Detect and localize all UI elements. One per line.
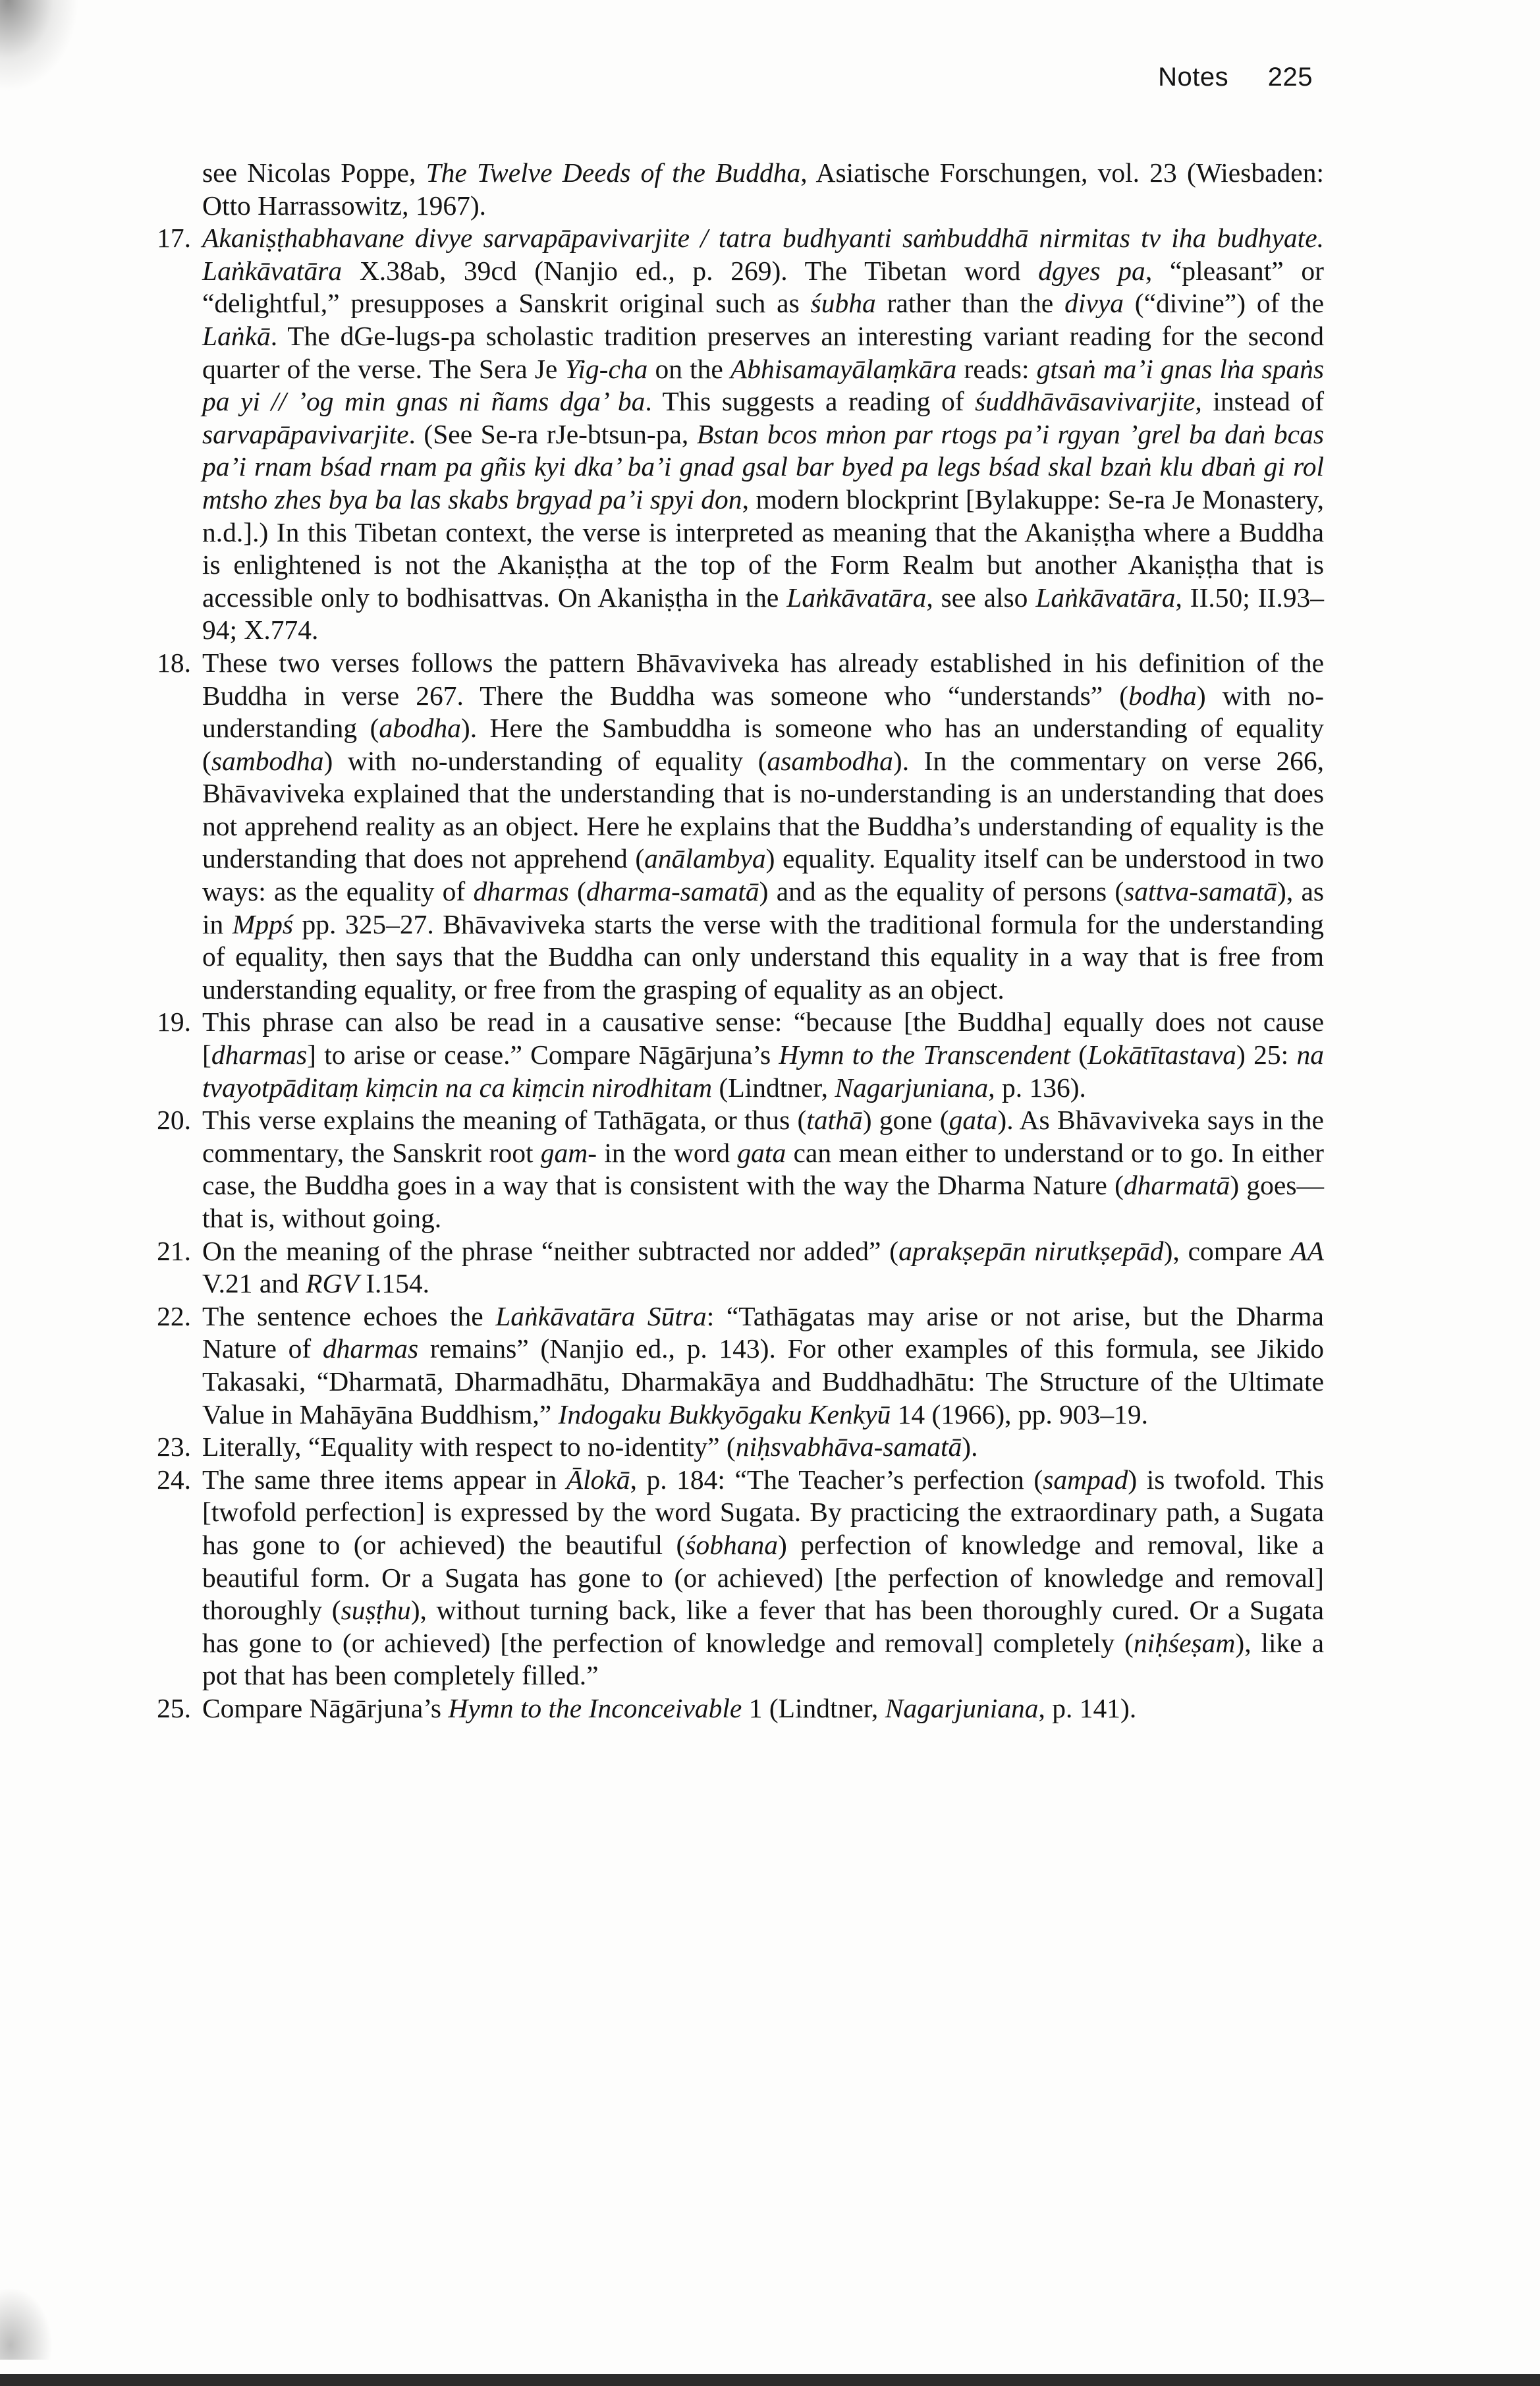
endnote-text: Compare Nāgārjuna’s Hymn to the Inconceivable 1 (Lindtner, Nagarjuniana, p. 141). [202,1692,1137,1723]
endnote [145,1235,1324,1300]
endnote-text: Literally, “Equality with respect to no-identity” (niḥsvabhāva-samatā). [202,1431,978,1462]
endnote-text: This verse explains the meaning of Tathāgata, or thus (tathā) gone (gata). As Bhāvaviveka says in the commentary, the Sanskrit root gam- in the word gata can mean either to understand or to go. In either case, the Buddha goes in a way that is consistent with the way the Dharma Nature (dharmatā) goes—that is, without going. [202,1105,1325,1233]
endnotes-list [145,157,1324,1725]
endnote-text: Akaniṣṭhabhavane divye sarvapāpavivarjite / tatra budhyanti saṁbuddhā nirmitas tv iha budhyate. Laṅkāvatāra X.38ab, 39cd (Nanjio ed., p. 269). The Tibetan word dgyes pa, “pleasant” or “delightful,” presupposes a Sanskrit original such as śubha rather than the divya (“divine”) of the Laṅkā. The dGe-lugs-pa scholastic tradition preserves an interesting variant reading for the second quarter of the verse. The Sera Je Yig-cha on the Abhisamayālaṃkāra reads: gtsaṅ ma’i gnas lṅa spaṅs pa yi // ’og min gnas ni ñams dga’ ba. This suggests a reading of śuddhāvāsavivarjite, instead of sarvapāpavivarjite. (See Se-ra rJe-btsun-pa, Bstan bcos mṅon par rtogs pa’i rgyan ’grel ba daṅ bcas pa’i rnam bśad rnam pa gñis kyi dka’ ba’i gnad gsal bar byed pa legs bśad skal bzaṅ klu dbaṅ gi rol mtsho zhes bya ba las skabs brgyad pa’i spyi don, modern blockprint [Bylakuppe: Se-ra Je Monastery, n.d.].) In this Tibetan context, the verse is interpreted as meaning that the Akaniṣṭha where a Buddha is enlightened is not the Akaniṣṭha at the top of the Form Realm but another Akaniṣṭha that is accessible only to bodhisattvas. On Akaniṣṭha in the Laṅkāvatāra, see also Laṅkāvatāra, II.50; II.93–94; X.774. [202,223,1325,646]
endnote [145,1464,1324,1692]
endnote [145,157,1324,222]
endnote [145,1006,1324,1104]
endnote-number: 20. [157,1105,191,1136]
endnote [145,1431,1324,1464]
endnote [145,1104,1324,1235]
running-head [1158,63,1313,92]
endnote [145,647,1324,1007]
endnote-text: On the meaning of the phrase “neither subtracted nor added” (aprakṣepān nirutkṣepād), compare AA V.21 and RGV I.154. [202,1235,1324,1299]
scan-bottom-edge [0,2374,1540,2386]
endnote-number: 24. [157,1464,191,1495]
endnote-number: 17. [157,223,191,254]
endnote-number: 21. [157,1235,191,1266]
scan-edge-shadow [0,2287,53,2360]
endnote-number: 22. [157,1300,191,1331]
page-number: 225 [1267,63,1313,92]
section-title: Notes [1158,63,1229,92]
endnote-number: 19. [157,1007,191,1038]
endnote-text: The same three items appear in Ālokā, p. 184: “The Teacher’s perfection (sampad) is twofold. This [twofold perfection] is expressed by the word Sugata. By practicing the extraordinary path, a Sugata has gone to (or achieved) the beautiful (śobhana) perfection of knowledge and removal, like a beautiful form. Or a Sugata has gone to (or achieved) [the perfection of knowledge and removal] thoroughly (suṣṭhu), without turning back, like a fever that has been thoroughly cured. Or a Sugata has gone to (or achieved) [the perfection of knowledge and removal] completely (niḥśeṣam), like a pot that has been completely filled.” [202,1464,1324,1691]
endnote [145,1692,1324,1725]
endnote-text: The sentence echoes the Laṅkāvatāra Sūtra: “Tathāgatas may arise or not arise, but the Dharma Nature of dharmas remains” (Nanjio ed., p. 143). For other examples of this formula, see Jikido Takasaki, “Dharmatā, Dharmadhātu, Dharmakāya and Buddhadhātu: The Structure of the Ultimate Value in Mahāyāna Buddhism,” Indogaku Bukkyōgaku Kenkyū 14 (1966), pp. 903–19. [202,1300,1324,1429]
endnote [145,1300,1324,1431]
endnote-number: 23. [157,1431,191,1462]
endnote [145,222,1324,647]
endnote-text: These two verses follows the pattern Bhāvaviveka has already established in his definition of the Buddha in verse 267. There the Buddha was someone who “understands” (bodha) with no-understanding (abodha). Here the Sambuddha is someone who has an understanding of equality (sambodha) with no-understanding of equality (asambodha). In the commentary on verse 266, Bhāvaviveka explained that the understanding that is no-understanding is an understanding that does not apprehend reality as an object. Here he explains that the Buddha’s understanding of equality is the understanding that does not apprehend (anālambya) equality. Equality itself can be understood in two ways: as the equality of dharmas (dharma-samatā) and as the equality of persons (sattva-samatā), as in Mppś pp. 325–27. Bhāvaviveka starts the verse with the traditional formula for the understanding of equality, then says that the Buddha can only understand this equality in a way that is free from understanding equality, or free from the grasping of equality as an object. [202,647,1325,1005]
scan-corner-shadow [0,0,79,92]
endnote-text: This phrase can also be read in a causative sense: “because [the Buddha] equally does not cause [dharmas] to arise or cease.” Compare Nāgārjuna’s Hymn to the Transcendent (Lokātītastava) 25: na tvayotpāditaṃ kiṃcin na ca kiṃcin nirodhitam (Lindtner, Nagarjuniana, p. 136). [202,1007,1324,1103]
endnote-number: 18. [157,647,191,678]
endnote-text: see Nicolas Poppe, The Twelve Deeds of the Buddha, Asiatische Forschungen, vol. 23 (Wiesbaden: Otto Harrassowitz, 1967). [202,157,1324,221]
endnote-number: 25. [157,1692,191,1723]
